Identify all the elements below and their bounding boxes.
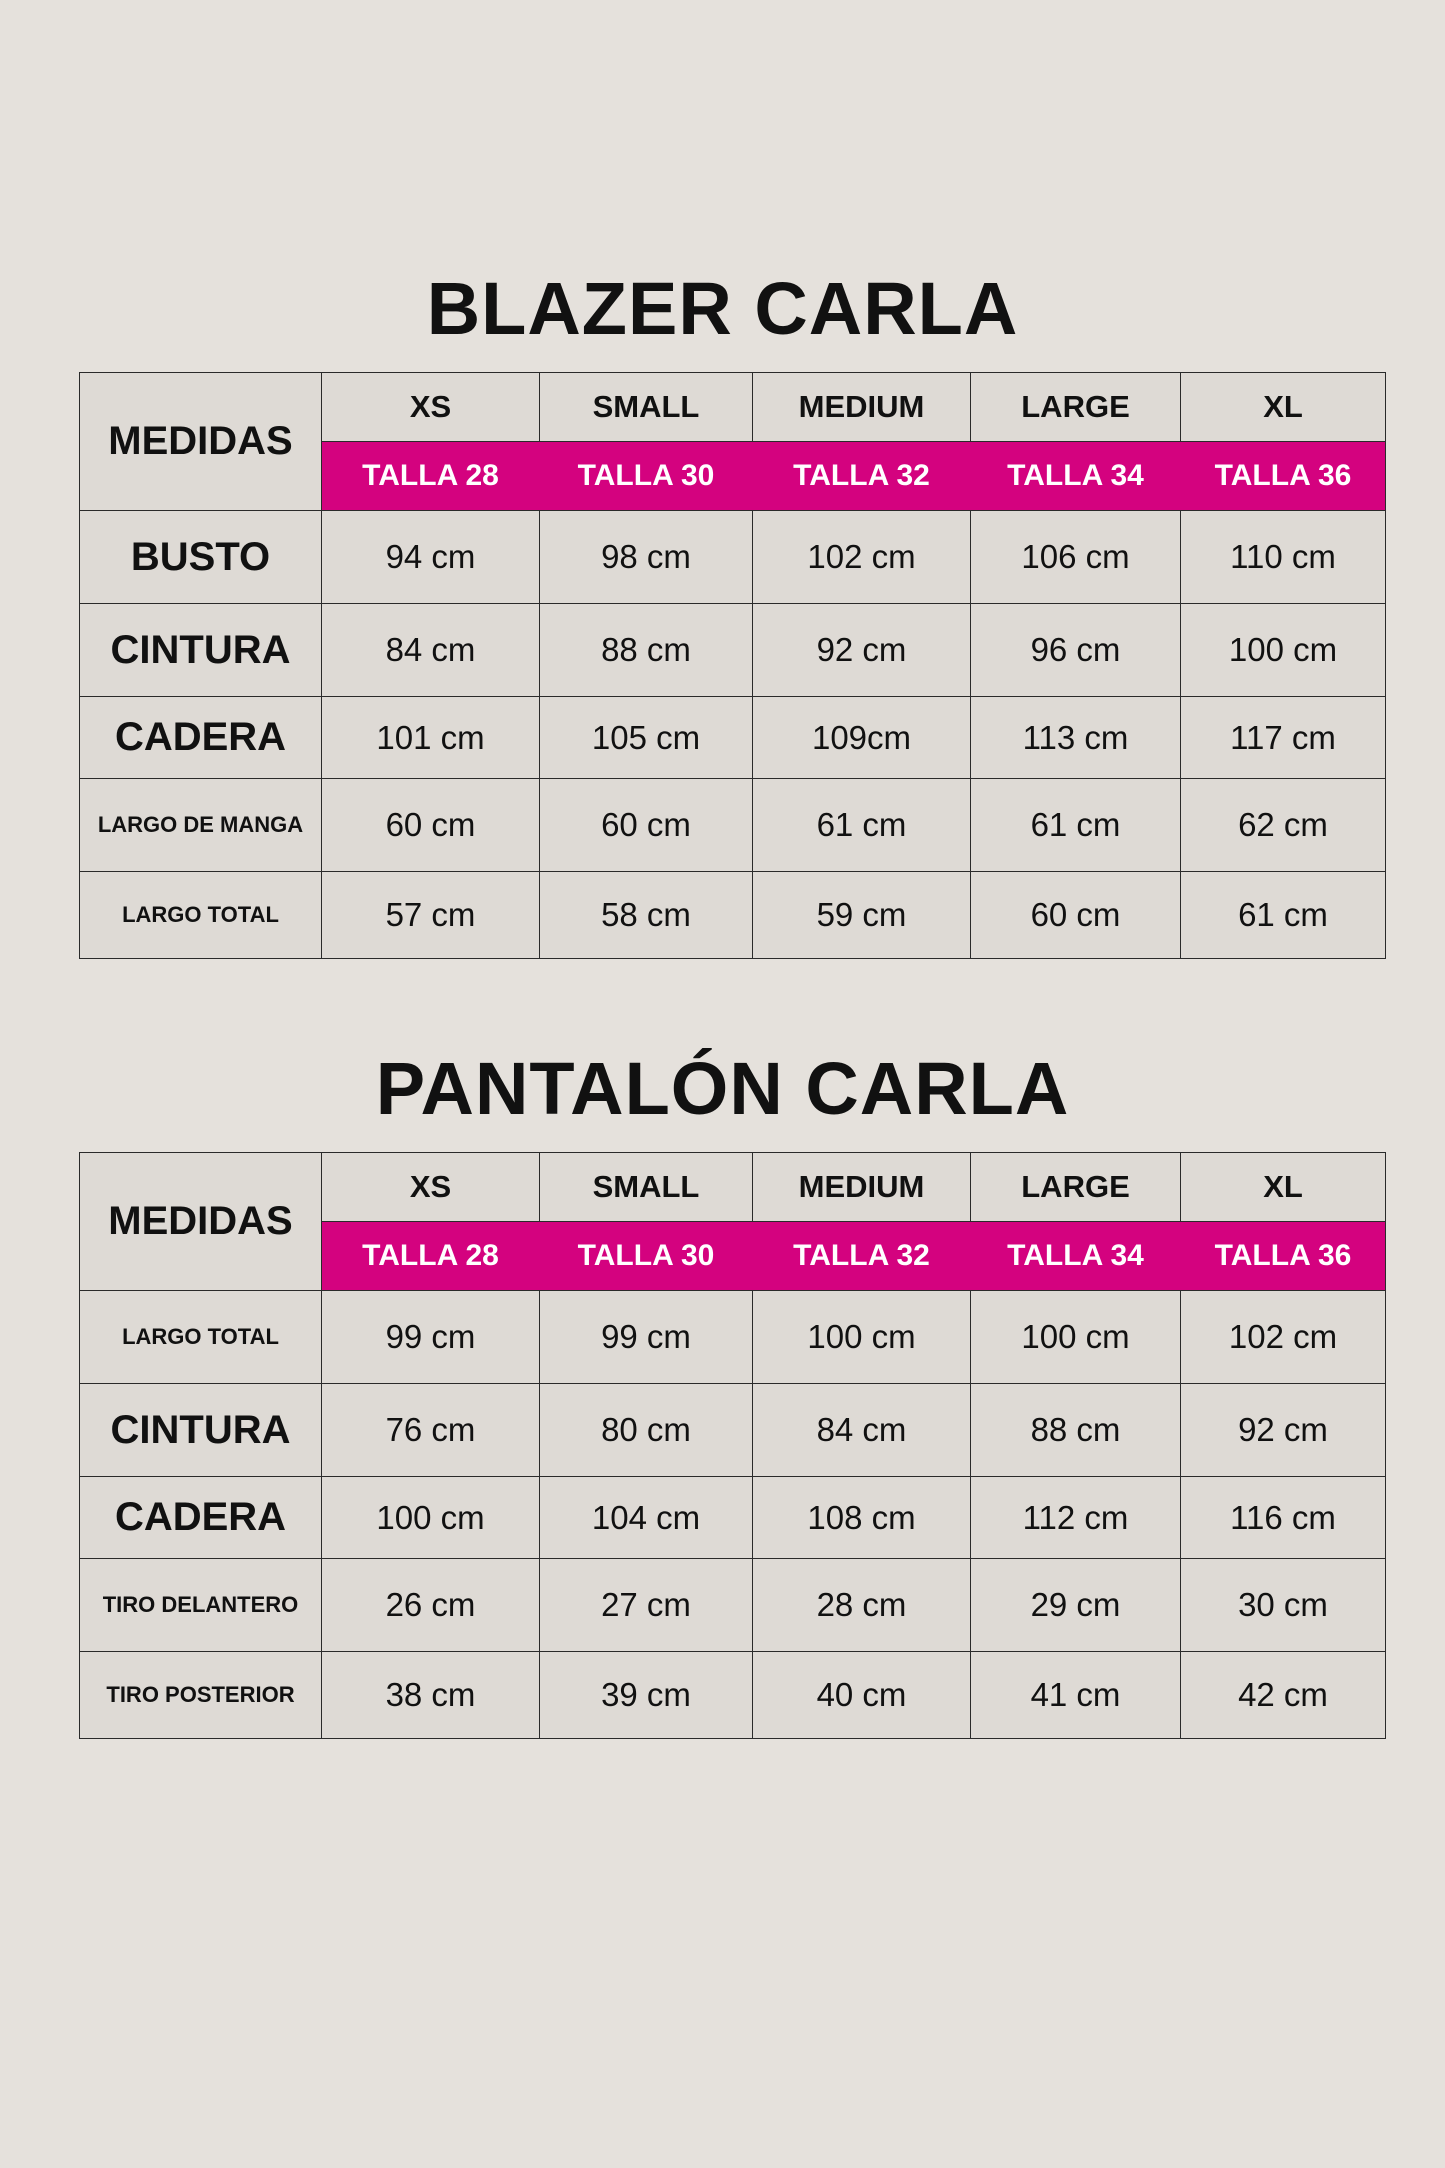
measure-cell: 104 cm — [540, 1477, 753, 1559]
measure-cell: 108 cm — [753, 1477, 971, 1559]
measure-cell: 61 cm — [753, 779, 971, 872]
measure-cell: 41 cm — [971, 1652, 1181, 1739]
measure-cell: 57 cm — [322, 872, 540, 959]
measure-cell: 100 cm — [753, 1291, 971, 1384]
measure-cell: 110 cm — [1181, 511, 1386, 604]
measure-cell: 112 cm — [971, 1477, 1181, 1559]
measure-cell: 88 cm — [971, 1384, 1181, 1477]
table-row — [80, 511, 1386, 604]
measure-cell: 100 cm — [322, 1477, 540, 1559]
measure-cell: 96 cm — [971, 604, 1181, 697]
measure-cell: 88 cm — [540, 604, 753, 697]
measure-cell: 94 cm — [322, 511, 540, 604]
size-header-small: SMALL — [540, 1153, 753, 1222]
size-header-xl: XL — [1181, 373, 1386, 442]
medidas-header: MEDIDAS — [80, 373, 322, 511]
measure-cell: 109cm — [753, 697, 971, 779]
measure-cell: 84 cm — [322, 604, 540, 697]
talla-header: TALLA 28 — [322, 442, 540, 511]
measure-cell: 101 cm — [322, 697, 540, 779]
measure-cell: 92 cm — [1181, 1384, 1386, 1477]
measure-cell: 100 cm — [971, 1291, 1181, 1384]
measure-cell: 62 cm — [1181, 779, 1386, 872]
table-row — [80, 1652, 1386, 1739]
measure-cell: 29 cm — [971, 1559, 1181, 1652]
row-label: CINTURA — [80, 1384, 322, 1477]
measure-cell: 27 cm — [540, 1559, 753, 1652]
measure-cell: 99 cm — [322, 1291, 540, 1384]
measure-cell: 84 cm — [753, 1384, 971, 1477]
row-label: CADERA — [80, 697, 322, 779]
blazer-title: BLAZER CARLA — [426, 267, 1019, 350]
measure-cell: 102 cm — [753, 511, 971, 604]
row-label: LARGO TOTAL — [80, 872, 322, 959]
talla-header: TALLA 36 — [1181, 442, 1386, 511]
size-header-large: LARGE — [971, 373, 1181, 442]
measure-cell: 92 cm — [753, 604, 971, 697]
table-row — [80, 697, 1386, 779]
measure-cell: 117 cm — [1181, 697, 1386, 779]
size-header-xs: XS — [322, 373, 540, 442]
measure-cell: 98 cm — [540, 511, 753, 604]
size-header-xs: XS — [322, 1153, 540, 1222]
measure-cell: 61 cm — [971, 779, 1181, 872]
measure-cell: 38 cm — [322, 1652, 540, 1739]
measure-cell: 99 cm — [540, 1291, 753, 1384]
row-label: CINTURA — [80, 604, 322, 697]
table-row — [80, 1291, 1386, 1384]
talla-header: TALLA 30 — [540, 1222, 753, 1291]
row-label: LARGO TOTAL — [80, 1291, 322, 1384]
measure-cell: 39 cm — [540, 1652, 753, 1739]
measure-cell: 60 cm — [322, 779, 540, 872]
measure-cell: 61 cm — [1181, 872, 1386, 959]
measure-cell: 106 cm — [971, 511, 1181, 604]
measure-cell: 60 cm — [971, 872, 1181, 959]
measure-cell: 76 cm — [322, 1384, 540, 1477]
pantalon-title: PANTALÓN CARLA — [375, 1047, 1070, 1130]
table-row — [80, 604, 1386, 697]
measure-cell: 58 cm — [540, 872, 753, 959]
size-header-medium: MEDIUM — [753, 373, 971, 442]
talla-header: TALLA 30 — [540, 442, 753, 511]
medidas-header: MEDIDAS — [80, 1153, 322, 1291]
row-label: BUSTO — [80, 511, 322, 604]
measure-cell: 60 cm — [540, 779, 753, 872]
measure-cell: 100 cm — [1181, 604, 1386, 697]
measure-cell: 40 cm — [753, 1652, 971, 1739]
measure-cell: 116 cm — [1181, 1477, 1386, 1559]
size-header-small: SMALL — [540, 373, 753, 442]
row-label: LARGO DE MANGA — [80, 779, 322, 872]
blazer-size-table — [79, 372, 1386, 959]
row-label: TIRO DELANTERO — [80, 1559, 322, 1652]
talla-header: TALLA 34 — [971, 1222, 1181, 1291]
pantalon-size-table — [79, 1152, 1386, 1739]
measure-cell: 30 cm — [1181, 1559, 1386, 1652]
table-row — [80, 1559, 1386, 1652]
size-header-medium: MEDIUM — [753, 1153, 971, 1222]
measure-cell: 105 cm — [540, 697, 753, 779]
row-label: TIRO POSTERIOR — [80, 1652, 322, 1739]
talla-header: TALLA 34 — [971, 442, 1181, 511]
measure-cell: 59 cm — [753, 872, 971, 959]
measure-cell: 80 cm — [540, 1384, 753, 1477]
measure-cell: 113 cm — [971, 697, 1181, 779]
table-row — [80, 779, 1386, 872]
talla-header: TALLA 32 — [753, 442, 971, 511]
size-header-row — [80, 1153, 1386, 1222]
size-header-xl: XL — [1181, 1153, 1386, 1222]
size-header-row — [80, 373, 1386, 442]
table-row — [80, 1384, 1386, 1477]
talla-header: TALLA 36 — [1181, 1222, 1386, 1291]
table-row — [80, 872, 1386, 959]
measure-cell: 42 cm — [1181, 1652, 1386, 1739]
talla-header: TALLA 32 — [753, 1222, 971, 1291]
table-row — [80, 1477, 1386, 1559]
row-label: CADERA — [80, 1477, 322, 1559]
measure-cell: 26 cm — [322, 1559, 540, 1652]
measure-cell: 28 cm — [753, 1559, 971, 1652]
size-header-large: LARGE — [971, 1153, 1181, 1222]
talla-header: TALLA 28 — [322, 1222, 540, 1291]
measure-cell: 102 cm — [1181, 1291, 1386, 1384]
